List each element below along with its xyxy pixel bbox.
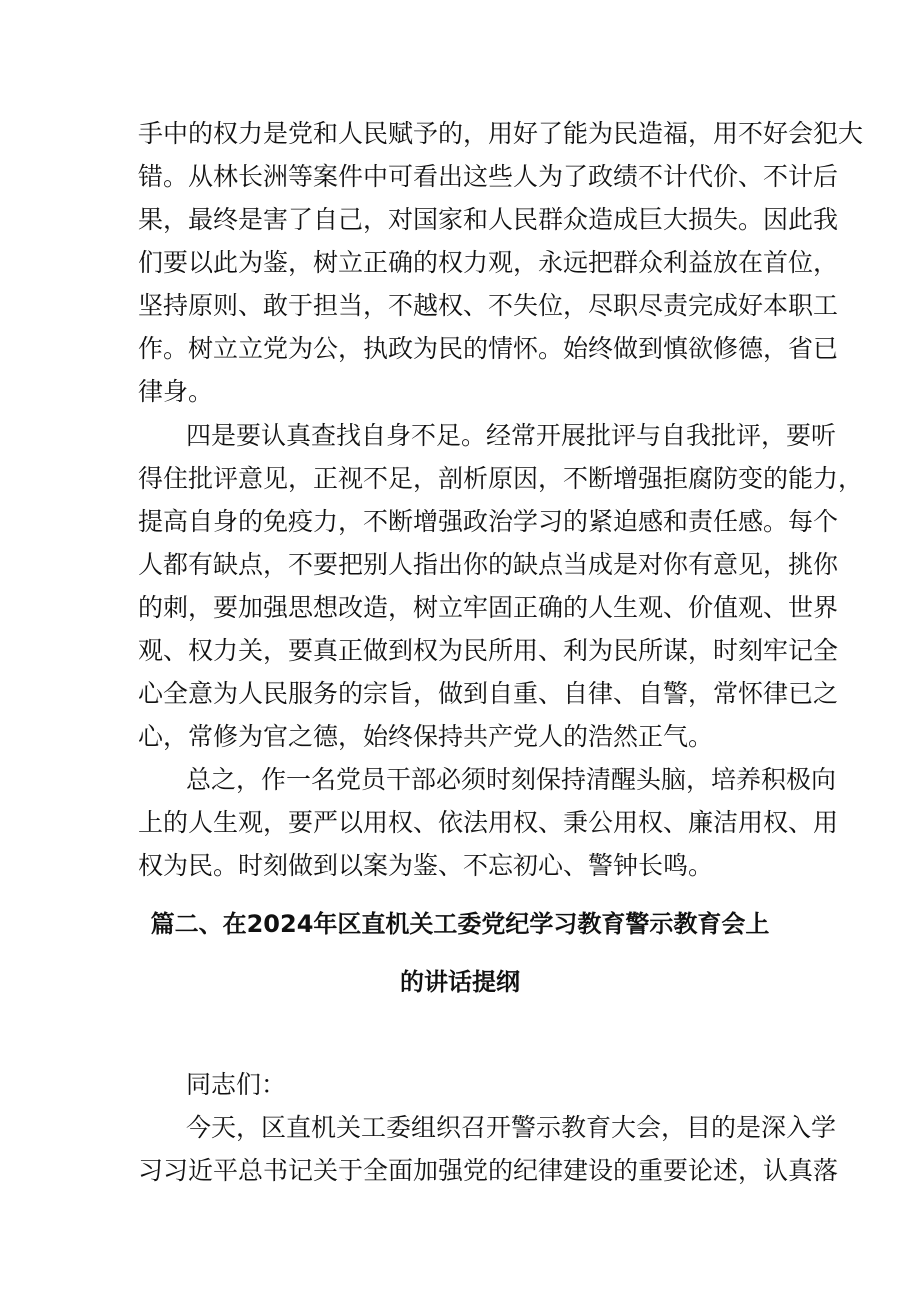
text-line: 果，最终是害了自己，对国家和人民群众造成巨大损失。因此我 xyxy=(138,205,839,234)
text-line: 心全意为人民服务的宗旨，做到自重、自律、自警，常怀律已之 xyxy=(138,679,839,708)
section-title-line-2: 的讲话提纲 xyxy=(400,968,520,996)
text-line: 今天，区直机关工委组织召开警示教育大会，目的是深入学 xyxy=(186,1113,837,1142)
text-line: 的刺，要加强思想改造，树立牢固正确的人生观、价值观、世界 xyxy=(138,593,839,622)
text-line: 习习近平总书记关于全面加强党的纪律建设的重要论述，认真落 xyxy=(138,1156,839,1185)
text-line: 们要以此为鉴，树立正确的权力观，永远把群众利益放在首位， xyxy=(138,248,839,277)
text-line: 错。从林长洲等案件中可看出这些人为了政绩不计代价、不计后 xyxy=(138,162,839,191)
text-line: 律身。 xyxy=(138,377,214,406)
text-line: 作。树立立党为公，执政为民的情怀。始终做到慎欲修德，省已 xyxy=(138,334,839,363)
text-line: 人都有缺点，不要把别人指出你的缺点当成是对你有意见，挑你 xyxy=(138,550,839,579)
text-line: 手中的权力是党和人民赋予的，用好了能为民造福，用不好会犯大 xyxy=(138,119,864,148)
section-title-line-1: 篇二、在2024年区直机关工委党纪学习教育警示教育会上 xyxy=(150,910,770,938)
text-line: 提高自身的免疫力，不断增强政治学习的紧迫感和责任感。每个 xyxy=(138,507,839,536)
text-line: 总之，作一名党员干部必须时刻保持清醒头脑，培养积极向 xyxy=(186,765,837,794)
salutation: 同志们： xyxy=(186,1070,287,1099)
text-line: 心，常修为官之德，始终保持共产党人的浩然正气。 xyxy=(138,722,714,751)
text-line: 四是要认真查找自身不足。经常开展批评与自我批评，要听 xyxy=(186,421,837,450)
text-line: 得住批评意见，正视不足，剖析原因，不断增强拒腐防变的能力， xyxy=(138,464,864,493)
text-line: 权为民。时刻做到以案为鉴、不忘初心、警钟长鸣。 xyxy=(138,851,714,880)
text-line: 上的人生观，要严以用权、依法用权、秉公用权、廉洁用权、用 xyxy=(138,808,839,837)
text-line: 坚持原则、敢于担当，不越权、不失位，尽职尽责完成好本职工 xyxy=(138,291,839,320)
text-line: 观、权力关，要真正做到权为民所用、利为民所谋，时刻牢记全 xyxy=(138,636,839,665)
